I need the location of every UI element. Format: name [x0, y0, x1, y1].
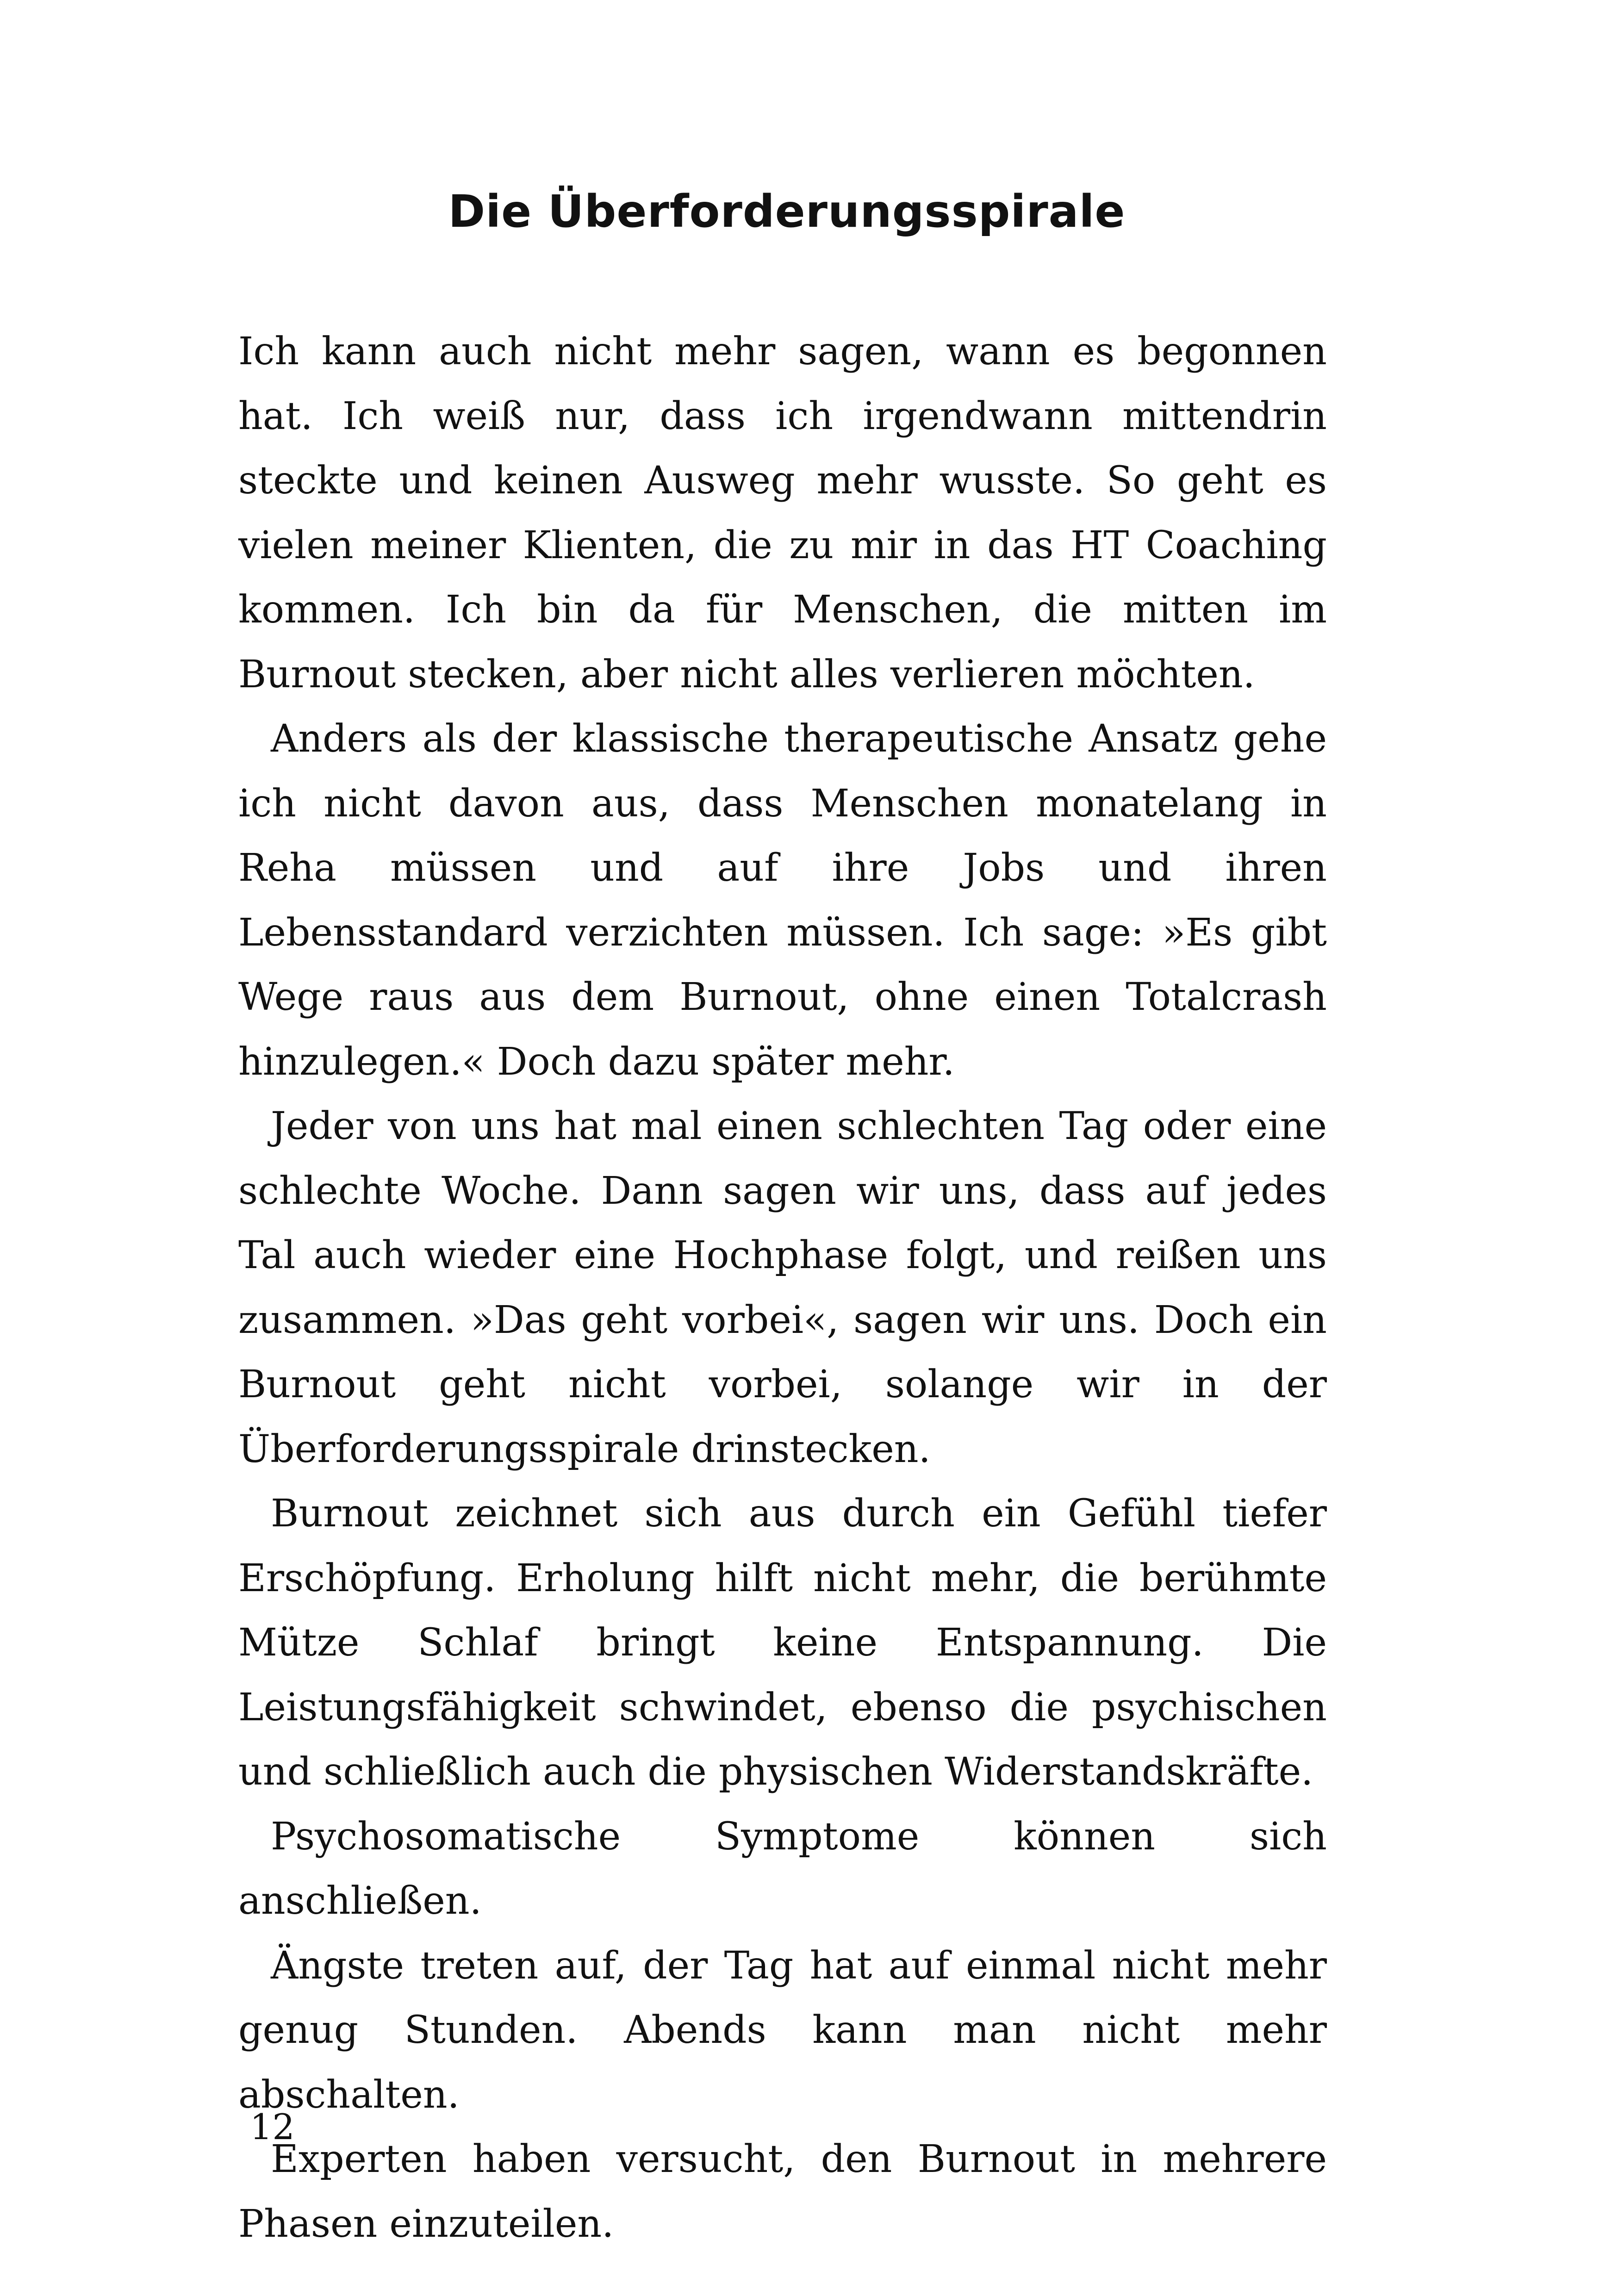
paragraph-5: Psychosomatische Symptome können sich anschließen.: [238, 1814, 1327, 1923]
paragraph-4: Burnout zeichnet sich aus durch ein Gefühl tiefer Erschöpfung. Erholung hilft nicht mehr, die berühmte Mütze Schlaf bringt keine Entspannung. Die Leistungsfähigkeit schwindet, ebenso die psychischen und schließlich auch die physischen Widerstandskräfte.: [238, 1492, 1327, 1794]
paragraph-3: Jeder von uns hat mal einen schlechten Tag oder eine schlechte Woche. Dann sagen wir uns, dass auf jedes Tal auch wieder eine Hochphase folgt, und reißen uns zusammen. »Das geht vorbei«, sagen wir uns. Doch ein Burnout geht nicht vorbei, solange wir in der Überforderungsspirale drinstecken.: [238, 1104, 1327, 1471]
paragraph-7: Experten haben versucht, den Burnout in mehrere Phasen einzuteilen.: [238, 2137, 1327, 2246]
paragraph-2: Anders als der klassische therapeutische Ansatz gehe ich nicht davon aus, dass Menschen monatelang in Reha müssen und auf ihre Jobs und ihren Lebensstandard verzichten müssen. Ich sage: »Es gibt Wege raus aus dem Burnout, ohne einen Totalcrash hinzulegen.« Doch dazu später mehr.: [238, 717, 1327, 1084]
paragraph-1: Ich kann auch nicht mehr sagen, wann es begonnen hat. Ich weiß nur, dass ich irgendwann mittendrin steckte und keinen Ausweg mehr wusste. So geht es vielen meiner Klienten, die zu mir in das HT Coaching kommen. Ich bin da für Menschen, die mitten im Burnout stecken, aber nicht alles verlieren möchten.: [238, 330, 1327, 697]
chapter-title: Die Überforderungsspirale: [448, 186, 1126, 237]
body-text: [238, 319, 1327, 2256]
page-number: 12: [250, 2106, 295, 2147]
paragraph-6: Ängste treten auf, der Tag hat auf einmal nicht mehr genug Stunden. Abends kann man nicht mehr abschalten.: [238, 1943, 1327, 2117]
